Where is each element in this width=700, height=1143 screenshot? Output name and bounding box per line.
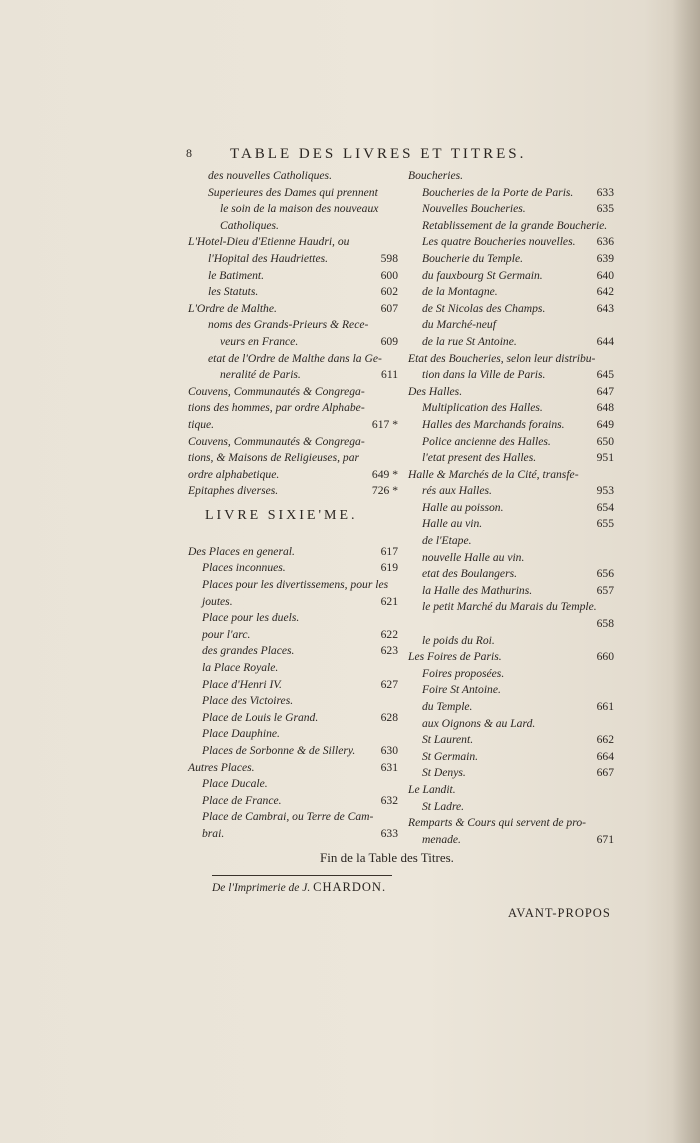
running-header (186, 146, 606, 166)
toc-entry-text: Places de Sorbonne & de Sillery. (202, 744, 356, 757)
toc-entry (408, 417, 614, 434)
toc-entry-text: noms des Grands-Prieurs & Rece- (208, 318, 369, 332)
toc-entry (408, 799, 614, 816)
toc-entry-text: pour l'arc. (202, 627, 251, 641)
toc-entry-text: du Temple. (422, 700, 473, 713)
toc-entry-text: le petit Marché du Marais du Temple. (422, 600, 597, 614)
toc-entry-text: brai. (202, 826, 225, 840)
toc-entry-text: Couvens, Communautés & Congrega- (188, 384, 365, 398)
toc-entry (188, 434, 398, 451)
toc-entry-text: de la Montagne. (422, 285, 498, 299)
toc-entry-page-number: 643 (596, 301, 614, 315)
toc-entry-page-number: 648 (596, 401, 614, 415)
toc-entry-text: Boucherie du Temple. (422, 251, 523, 265)
toc-entry (408, 334, 614, 351)
toc-entry (188, 594, 398, 611)
toc-entry (188, 268, 398, 285)
toc-entry-text: le Batiment. (208, 268, 265, 282)
toc-entry (188, 317, 398, 334)
toc-entry-text: de l'Etape. (422, 534, 472, 548)
toc-entry (188, 251, 398, 268)
toc-entry-text: Place d'Henri IV. (202, 677, 282, 691)
toc-entry-page-number: 654 (596, 500, 614, 514)
toc-entry-page-number: 951 (596, 451, 614, 465)
toc-entry-text: des nouvelles Catholiques. (208, 169, 332, 182)
page-number: 8 (186, 146, 192, 160)
toc-entry-text: Etat des Boucheries, selon leur distribu- (408, 351, 596, 365)
left-column-entries-top (188, 168, 398, 500)
toc-entry (408, 450, 614, 467)
toc-entry-text: tions des hommes, par ordre Alphabe- (188, 401, 365, 415)
toc-entry-text: Place de Cambrai, ou Terre de Cam- (202, 810, 374, 824)
toc-entry-text: Places inconnues. (202, 561, 286, 575)
toc-entry (408, 732, 614, 749)
toc-entry (188, 809, 398, 826)
toc-entry (188, 544, 398, 561)
toc-entry (408, 367, 614, 384)
toc-entry-page-number: 633 (596, 185, 614, 199)
toc-entry-page-number: 627 (380, 677, 398, 691)
toc-entry (408, 434, 614, 451)
toc-entry-page-number: 655 (596, 517, 614, 531)
toc-entry (408, 234, 614, 251)
toc-entry-page-number: 600 (380, 268, 398, 282)
toc-entry (408, 616, 614, 633)
toc-entry-text: Boucheries de la Porte de Paris. (422, 185, 574, 199)
toc-entry-page-number: 658 (596, 617, 614, 631)
toc-entry (188, 660, 398, 677)
toc-entry (408, 815, 614, 832)
toc-entry-text: Halle au poisson. (422, 500, 504, 514)
toc-entry-text: Epitaphes diverses. (188, 484, 279, 498)
toc-entry (188, 367, 398, 384)
toc-entry (188, 218, 398, 235)
left-column-entries-bottom (188, 544, 398, 843)
printer-imprint (212, 880, 386, 895)
toc-entry-text: aux Oignons & au Lard. (422, 716, 536, 730)
toc-entry (188, 334, 398, 351)
imprint-printer-name: CHARDON. (313, 880, 387, 894)
toc-entry (408, 168, 614, 185)
toc-entry-text: du fauxbourg St Germain. (422, 268, 543, 282)
toc-entry-text: Place Dauphine. (202, 727, 280, 741)
toc-entry-page-number: 636 (596, 235, 614, 249)
toc-entry-text: Police ancienne des Halles. (422, 434, 551, 448)
toc-entry-text: St Ladre. (422, 799, 465, 813)
toc-entry-text: Place de Louis le Grand. (202, 710, 319, 724)
right-column (408, 168, 614, 848)
toc-entry (188, 743, 398, 760)
toc-entry-page-number: 671 (596, 832, 614, 846)
toc-entry (188, 710, 398, 727)
toc-entry-page-number: 645 (596, 368, 614, 382)
toc-entry-text: neralité de Paris. (220, 368, 301, 382)
toc-entry (188, 760, 398, 777)
toc-entry-text: L'Ordre de Malthe. (188, 301, 277, 315)
imprint-prefix: De l'Imprimerie de J. (212, 882, 311, 894)
toc-entry-text: Boucheries. (408, 169, 464, 182)
toc-entry-text: Superieures des Dames qui prennent (208, 185, 378, 199)
toc-entry (408, 633, 614, 650)
toc-entry-text: Nouvelles Boucheries. (422, 202, 526, 216)
toc-entry (408, 765, 614, 782)
toc-entry-page-number: 650 (596, 434, 614, 448)
left-column (188, 168, 398, 843)
toc-entry (188, 643, 398, 660)
toc-entry-text: Catholiques. (220, 218, 279, 232)
toc-entry-page-number: 611 (381, 368, 398, 382)
toc-entry-text: le poids du Roi. (422, 633, 495, 647)
toc-entry (188, 826, 398, 843)
toc-entry-text: Retablissement de la grande Boucherie. (422, 218, 608, 232)
toc-entry (408, 566, 614, 583)
toc-entry (188, 776, 398, 793)
toc-entry-text: la Place Royale. (202, 661, 279, 675)
toc-entry-page-number: 623 (380, 644, 398, 658)
toc-entry-page-number: 640 (596, 268, 614, 282)
toc-entry-text: Remparts & Cours qui servent de pro- (408, 816, 586, 830)
toc-entry-text: Halles des Marchands forains. (422, 417, 565, 431)
toc-entry-text: Des Places en general. (188, 544, 295, 558)
toc-entry-text: les Statuts. (208, 285, 259, 299)
toc-entry-text: tique. (188, 417, 215, 431)
toc-entry (188, 234, 398, 251)
toc-entry-page-number: 664 (596, 749, 614, 763)
toc-entry (408, 400, 614, 417)
toc-entry-text: de St Nicolas des Champs. (422, 301, 546, 315)
toc-entry-page-number: 617 (380, 544, 398, 558)
toc-entry-page-number: 647 (596, 384, 614, 398)
toc-entry (408, 516, 614, 533)
catchword: AVANT-PROPOS (508, 906, 611, 920)
right-column-entries (408, 168, 614, 848)
toc-entry (408, 550, 614, 567)
toc-entry-text: Foire St Antoine. (422, 683, 501, 697)
toc-entry (188, 627, 398, 644)
toc-entry-text: L'Hotel-Dieu d'Etienne Haudri, ou (188, 235, 350, 249)
toc-entry-text: Les Foires de Paris. (408, 650, 502, 664)
toc-entry-text: Multiplication des Halles. (422, 401, 543, 415)
toc-entry-page-number: 621 (380, 594, 398, 608)
toc-entry-text: veurs en France. (220, 334, 299, 348)
toc-entry-page-number: 642 (596, 285, 614, 299)
toc-entry (408, 185, 614, 202)
toc-entry (188, 467, 398, 484)
toc-entry-page-number: 726 * (371, 484, 398, 498)
toc-entry-page-number: 667 (596, 766, 614, 780)
toc-entry-text: St Germain. (422, 749, 479, 763)
toc-entry (188, 301, 398, 318)
toc-entry (408, 699, 614, 716)
toc-entry (408, 583, 614, 600)
toc-entry-text: Couvens, Communautés & Congrega- (188, 434, 365, 448)
toc-entry-page-number: 633 (380, 826, 398, 840)
toc-entry-text: etat des Boulangers. (422, 567, 517, 581)
toc-entry (188, 185, 398, 202)
toc-entry-page-number: 639 (596, 251, 614, 265)
toc-entry (188, 384, 398, 401)
toc-entry (188, 483, 398, 500)
toc-entry-page-number: 632 (380, 793, 398, 807)
toc-entry (188, 351, 398, 368)
toc-entry (408, 666, 614, 683)
toc-entry-text: St Denys. (422, 766, 466, 780)
toc-entry-text: Halle & Marchés de la Cité, transfe- (408, 467, 579, 481)
toc-entry-page-number: 619 (380, 561, 398, 575)
toc-entry-text: de la rue St Antoine. (422, 334, 517, 348)
toc-entry (188, 726, 398, 743)
toc-entry (408, 268, 614, 285)
toc-entry-page-number: 622 (380, 627, 398, 641)
toc-entry-text: des grandes Places. (202, 644, 295, 658)
toc-entry (408, 682, 614, 699)
toc-entry (408, 467, 614, 484)
toc-entry-text: la Halle des Mathurins. (422, 583, 533, 597)
toc-entry-page-number: 598 (380, 251, 398, 265)
toc-entry-page-number: 631 (380, 760, 398, 774)
toc-entry-page-number: 661 (596, 700, 614, 713)
toc-entry-text: Places pour les divertissemens, pour les (202, 578, 389, 592)
toc-entry (408, 201, 614, 218)
toc-entry (188, 793, 398, 810)
section-title: LIVRE SIXIE'ME. (205, 508, 358, 523)
toc-entry-page-number: 660 (596, 650, 614, 664)
toc-entry-page-number: 630 (380, 744, 398, 757)
toc-entry-text: Place de France. (202, 793, 282, 807)
toc-entry-text: Le Landit. (408, 782, 456, 796)
toc-entry-text: Place Ducale. (202, 777, 268, 791)
toc-entry (188, 450, 398, 467)
toc-entry (408, 500, 614, 517)
toc-entry (408, 533, 614, 550)
toc-entry (188, 560, 398, 577)
toc-entry-page-number: 649 * (371, 467, 398, 481)
toc-entry (408, 384, 614, 401)
toc-entry-page-number: 609 (380, 334, 398, 348)
toc-entry (408, 284, 614, 301)
toc-entry-page-number: 953 (596, 484, 614, 498)
end-of-table-line: Fin de la Table des Titres. (320, 850, 454, 865)
toc-entry-text: le soin de la maison des nouveaux (220, 202, 379, 216)
toc-entry (188, 577, 398, 594)
imprint-rule (212, 875, 392, 876)
page-edge-shadow (672, 0, 700, 1143)
toc-entry-text: nouvelle Halle au vin. (422, 550, 525, 564)
toc-entry-text: l'Hopital des Haudriettes. (208, 251, 329, 265)
toc-entry-page-number: 607 (380, 301, 398, 315)
toc-entry-page-number: 635 (596, 202, 614, 216)
toc-entry (188, 610, 398, 627)
toc-entry (408, 832, 614, 849)
toc-entry-text: Les quatre Boucheries nouvelles. (422, 235, 576, 249)
toc-entry-text: tion dans la Ville de Paris. (422, 368, 546, 382)
toc-entry-text: Foires proposées. (422, 666, 505, 680)
toc-entry-page-number: 602 (380, 285, 398, 299)
toc-entry (408, 599, 614, 616)
toc-entry (188, 693, 398, 710)
toc-entry-text: Des Halles. (408, 384, 463, 398)
toc-entry-text: Place des Victoires. (202, 694, 294, 708)
toc-entry-page-number: 649 (596, 417, 614, 431)
toc-entry-text: etat de l'Ordre de Malthe dans la Ge- (208, 351, 382, 365)
toc-entry (408, 649, 614, 666)
toc-entry-page-number: 656 (596, 567, 614, 581)
toc-entry (188, 677, 398, 694)
toc-entry (408, 782, 614, 799)
toc-entry-text: joutes. (202, 594, 233, 608)
toc-entry-page-number: 657 (596, 583, 614, 597)
toc-entry (408, 251, 614, 268)
toc-entry-text: menade. (422, 832, 461, 846)
toc-entry-page-number: 628 (380, 710, 398, 724)
toc-entry (188, 417, 398, 434)
toc-entry-text: Autres Places. (188, 760, 255, 774)
toc-entry (408, 351, 614, 368)
toc-entry-text: du Marché-neuf (422, 318, 496, 332)
toc-entry (408, 218, 614, 235)
toc-entry-page-number: 644 (596, 334, 614, 348)
toc-entry (408, 749, 614, 766)
toc-entry (188, 400, 398, 417)
toc-entry-text: Halle au vin. (422, 517, 483, 531)
toc-entry (408, 317, 614, 334)
toc-entry-text: ordre alphabetique. (188, 467, 280, 481)
toc-entry-text: tions, & Maisons de Religieuses, par (188, 451, 359, 465)
toc-entry-page-number: 662 (596, 733, 614, 747)
toc-entry-text: St Laurent. (422, 733, 474, 747)
toc-entry-text (422, 616, 452, 633)
toc-entry (188, 201, 398, 218)
toc-entry-text: l'etat present des Halles. (422, 451, 537, 465)
toc-entry-page-number: 617 * (371, 417, 398, 431)
toc-entry (188, 168, 398, 185)
toc-entry (408, 483, 614, 500)
toc-entry (188, 284, 398, 301)
toc-entry (408, 301, 614, 318)
header-title: TABLE DES LIVRES ET TITRES. (230, 146, 527, 162)
toc-entry-text: Place pour les duels. (202, 611, 300, 625)
toc-entry (408, 716, 614, 733)
toc-entry-text: rés aux Halles. (422, 484, 492, 498)
